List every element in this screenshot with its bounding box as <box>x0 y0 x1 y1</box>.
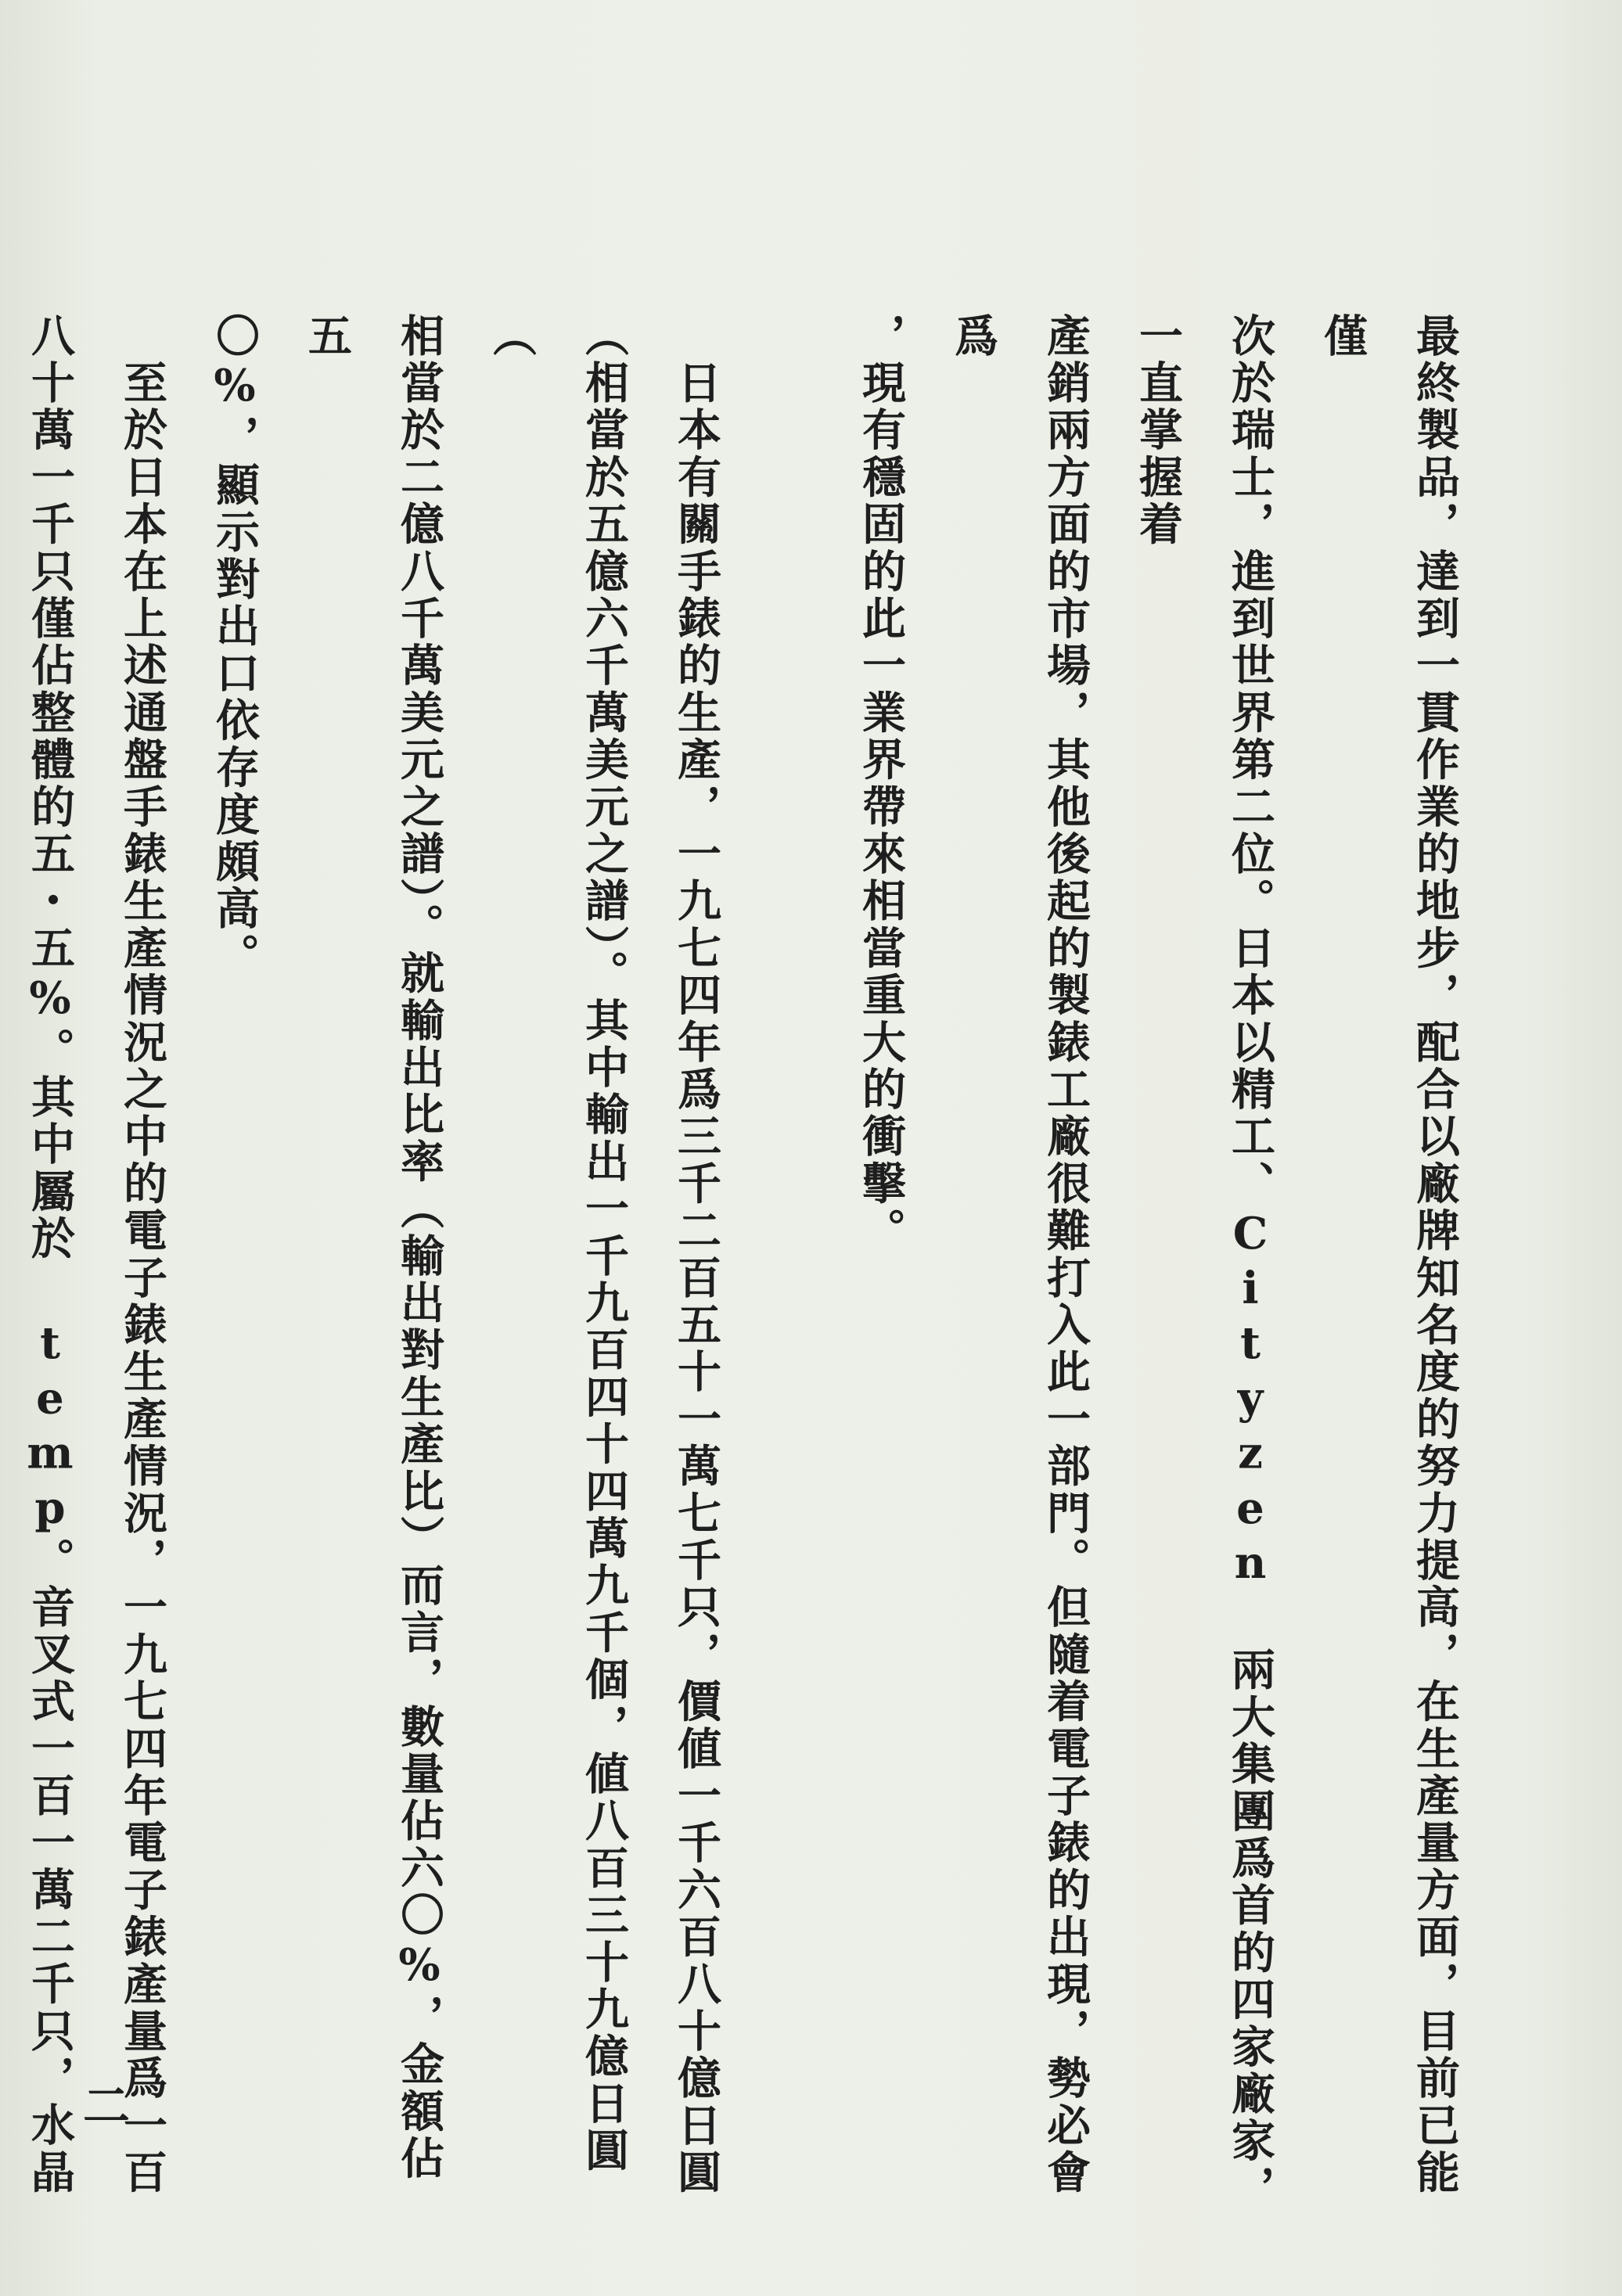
paragraph-1-line-4: ，現有穩固的此一業界帶來相當重大的衝擊。 <box>855 313 907 1255</box>
paragraph-1-line-2: 次於瑞士，進到世界第二位。日本以精工、Cityzen 兩大集團爲首的四家廠家，一直掌握着 <box>1132 313 1276 2212</box>
paragraph-2-line-4: 〇%，顯示對出口依存度頗高。 <box>209 313 261 980</box>
paragraph-1-line-3: 產銷兩方面的市場，其他後起的製錶工廠很難打入此一部門。但隨着電子錶的出現，勢必會爲 <box>948 313 1092 2197</box>
paragraph-2-line-3: 相當於二億八千萬美元之譜）。就輸出比率（輸出對生產比）而言，數量佔六〇%，金額佔五 <box>301 313 445 2183</box>
paragraph-1-line-1: 最終製品，達到一貫作業的地步，配合以廠牌知名度的努力提高，在生產量方面，目前已能僅 <box>1317 313 1461 2197</box>
paragraph-2-line-2: （相當於五億六千萬美元之譜）。其中輸出一千九百四十四萬九千個，値八百三十九億日圓（ <box>486 313 630 2175</box>
page-number: 二 <box>75 2081 130 2143</box>
paragraph-3-line-2: 八十萬一千只僅佔整體的五・五%。其中屬於 temp。音叉式一百一萬二千只，水晶 <box>24 313 76 2197</box>
paragraph-gap <box>743 313 835 2222</box>
paragraph-3-line-1: 至於日本在上述通盤手錶生產情況之中的電子錶生產情況，一九七四年電子錶產量爲一百 <box>117 313 168 2197</box>
paragraph-2-line-1: 日本有關手錶的生產，一九七四年爲三千二百五十一萬七千只，價値一千六百八十億日圓 <box>671 313 722 2197</box>
body-text <box>0 313 1481 2222</box>
